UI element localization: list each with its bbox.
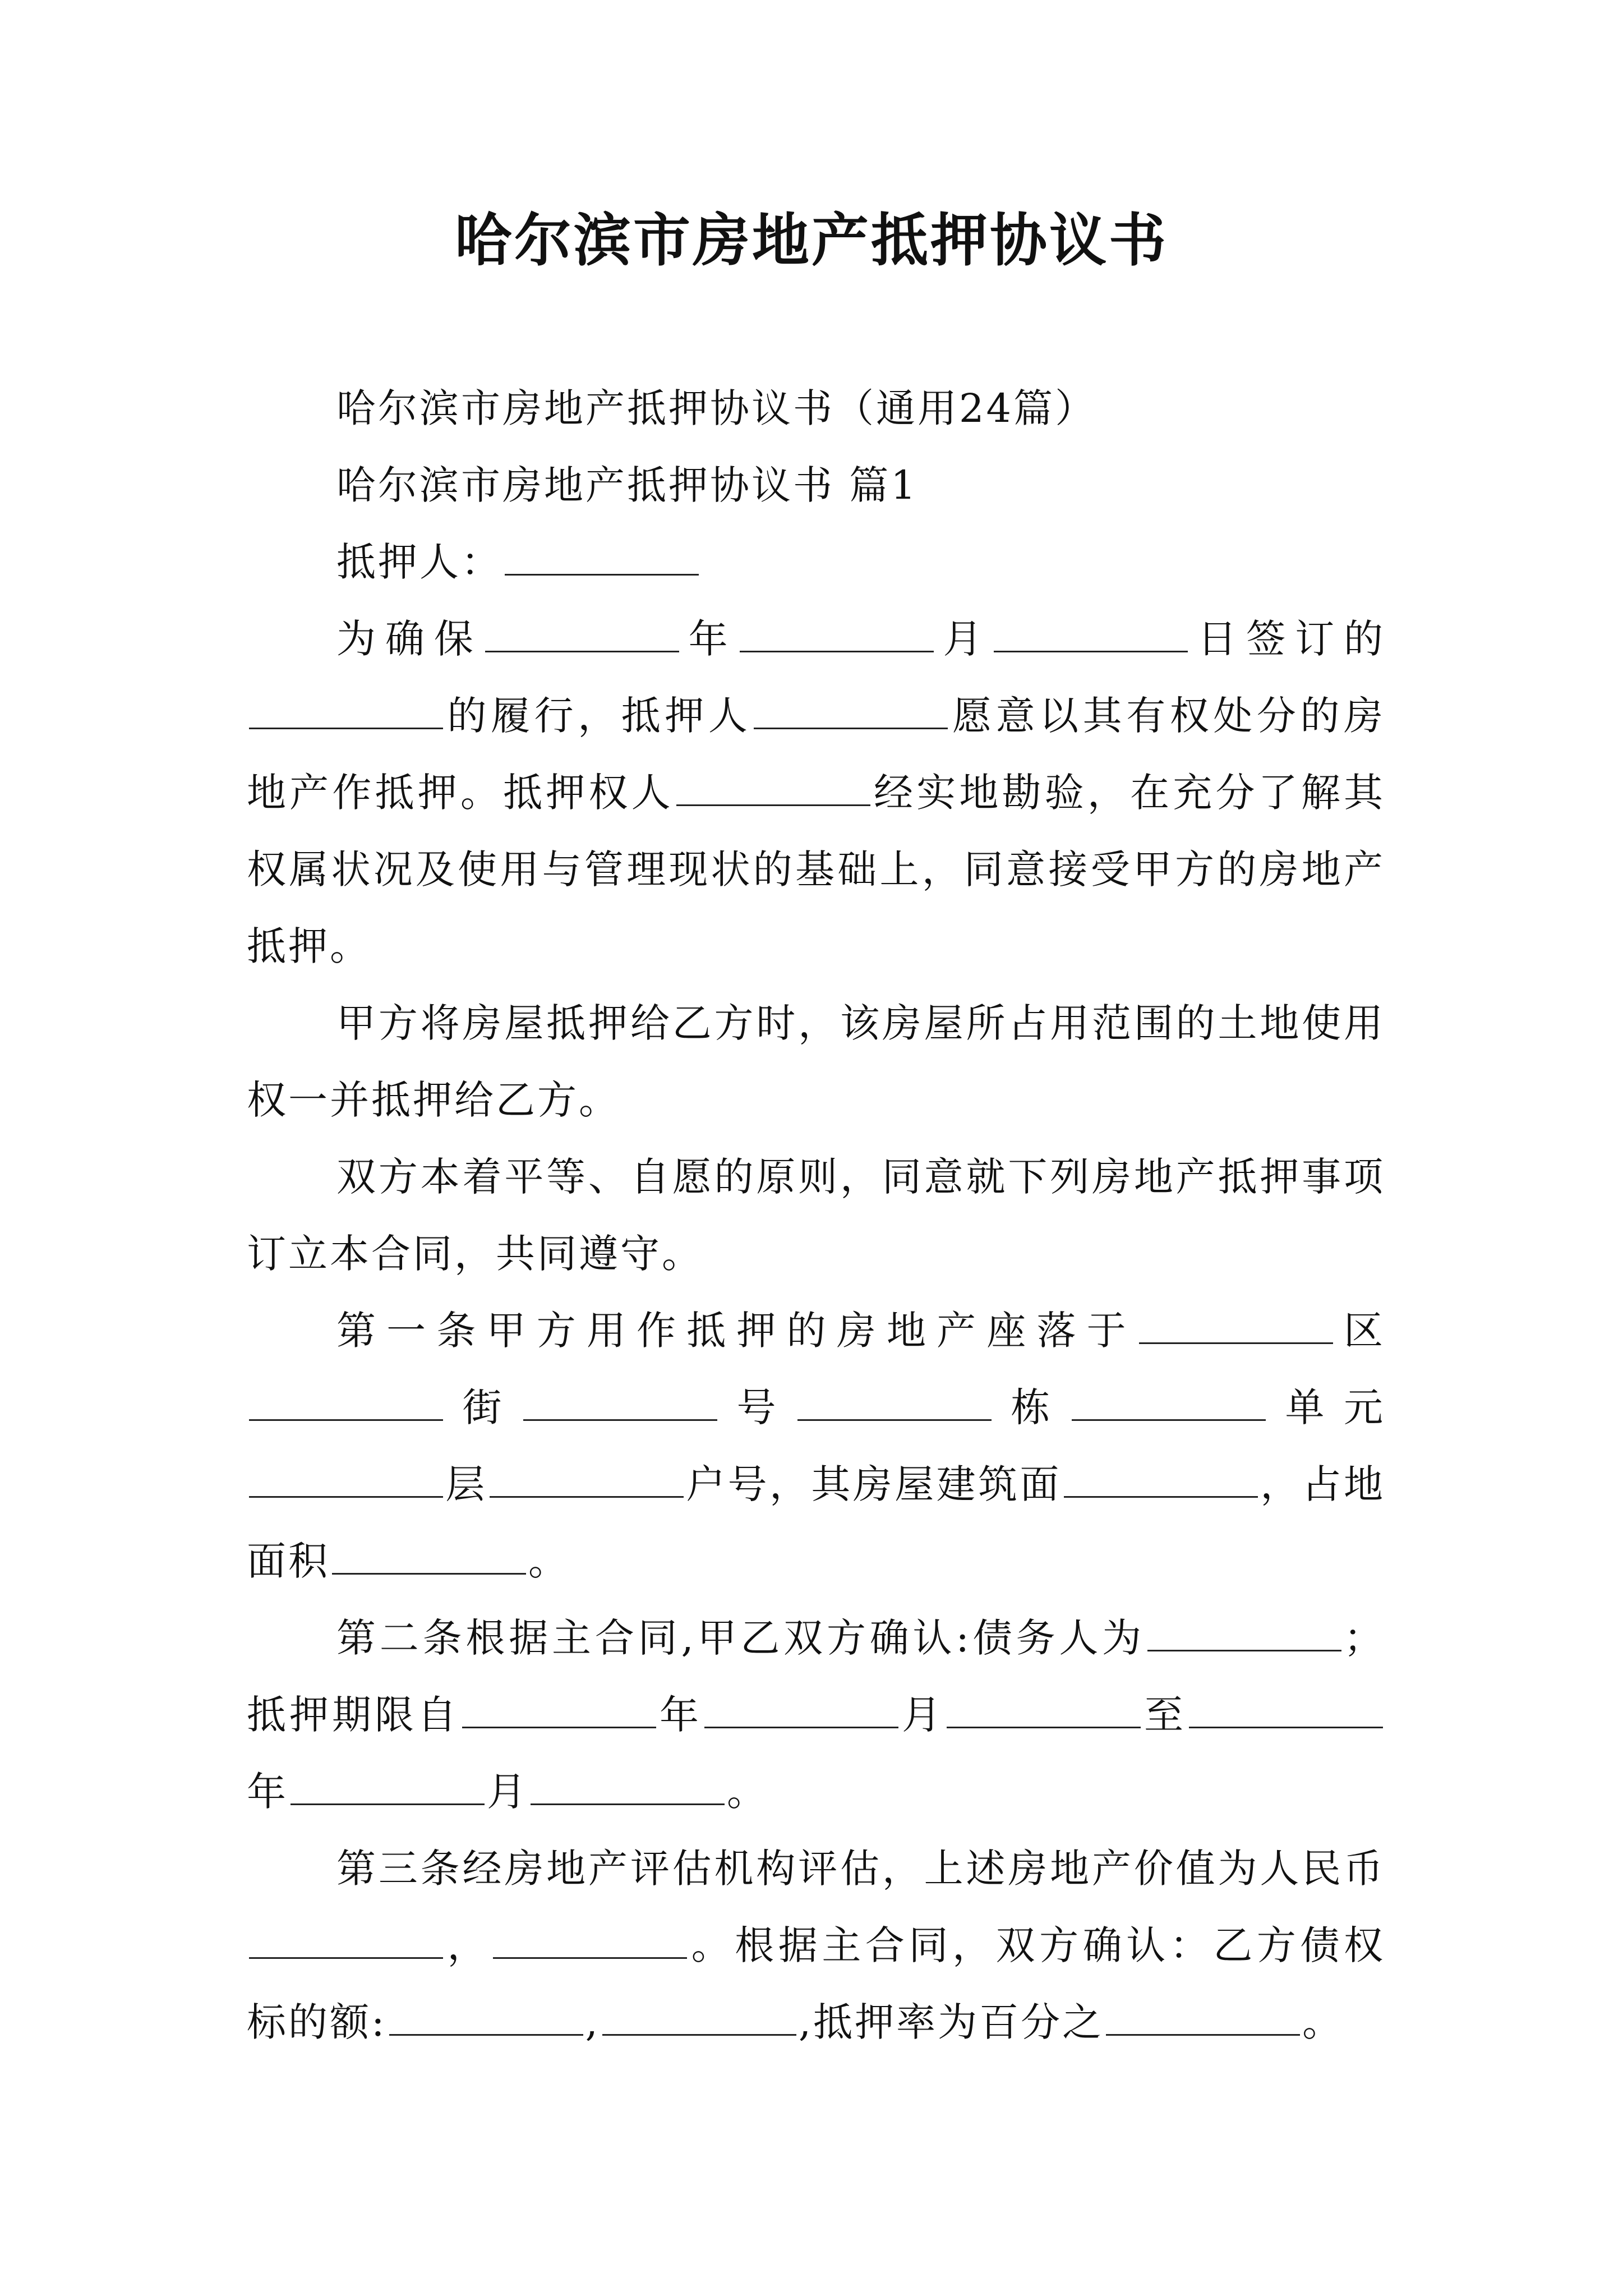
blank-field[interactable] bbox=[704, 1693, 898, 1728]
blank-field[interactable] bbox=[1189, 1693, 1383, 1728]
blank-field[interactable] bbox=[797, 1386, 992, 1421]
blank-field[interactable] bbox=[740, 617, 934, 652]
intro-text: 年 bbox=[681, 616, 737, 662]
blank-field[interactable] bbox=[602, 2000, 796, 2036]
article-text: 月 bbox=[901, 1692, 944, 1738]
article-text: 号 bbox=[720, 1384, 795, 1430]
article-text: ，占地面积 bbox=[247, 1461, 1386, 1584]
intro-text: 日签订的 bbox=[1190, 616, 1386, 662]
article-text: 至 bbox=[1143, 1692, 1187, 1738]
mortgagor-blank[interactable] bbox=[505, 540, 699, 576]
article-text: 第三条经房地产评估机构评估，上述房地产价值为人民币 bbox=[336, 1846, 1385, 1892]
article-text: 第一条甲方用作抵押的房地产座落于 bbox=[336, 1308, 1137, 1354]
blank-field[interactable] bbox=[1147, 1616, 1341, 1651]
subtitle: 哈尔滨市房地产抵押协议书（通用24篇） bbox=[336, 385, 1097, 431]
intro-text: 经实地勘验，在充分了解其权属状况及使用与管理现状的基础上，同意接受甲方的房地产抵押。 bbox=[247, 770, 1386, 969]
blank-field[interactable] bbox=[1139, 1309, 1333, 1344]
blank-field[interactable] bbox=[754, 694, 948, 729]
article-text: 。 bbox=[528, 1538, 570, 1584]
intro-text: 的履行，抵押人 bbox=[445, 693, 752, 739]
blank-field[interactable] bbox=[332, 1539, 526, 1575]
blank-field[interactable] bbox=[389, 2000, 583, 2036]
blank-field[interactable] bbox=[1072, 1386, 1266, 1421]
article-text: ,抵押率为百分之 bbox=[798, 1999, 1104, 2045]
article-text: 街 bbox=[445, 1384, 521, 1430]
blank-field[interactable] bbox=[994, 617, 1188, 652]
article-text: 月 bbox=[487, 1769, 528, 1815]
article-text: 户号，其房屋建筑面 bbox=[685, 1461, 1062, 1507]
article-text: 单元 bbox=[1268, 1384, 1385, 1430]
article-text: 栋 bbox=[994, 1384, 1069, 1430]
land-use-paragraph: 甲方将房屋抵押给乙方时，该房屋所占用范围的土地使用权一并抵押给乙方。 bbox=[247, 1000, 1385, 1123]
article-text: 区 bbox=[1335, 1308, 1386, 1354]
article-2 bbox=[247, 1600, 1385, 1830]
blank-field[interactable] bbox=[947, 1693, 1141, 1728]
blank-field[interactable] bbox=[249, 1386, 443, 1421]
blank-field[interactable] bbox=[523, 1386, 717, 1421]
article-text: 年 bbox=[247, 1769, 288, 1815]
article-text: ， bbox=[445, 1922, 491, 1968]
intro-text: 愿意以其有权处分的房地产作抵押。抵押权人 bbox=[247, 693, 1386, 816]
article-text: 年 bbox=[658, 1692, 702, 1738]
blank-field[interactable] bbox=[249, 1462, 443, 1498]
blank-field[interactable] bbox=[462, 1693, 656, 1728]
blank-field[interactable] bbox=[291, 1770, 485, 1805]
principle-paragraph: 双方本着平等、自愿的原则，同意就下列房地产抵押事项订立本合同，共同遵守。 bbox=[247, 1154, 1385, 1277]
blank-field[interactable] bbox=[1106, 2000, 1300, 2036]
blank-field[interactable] bbox=[493, 1924, 687, 1959]
article-text: 。根据主合同，双方确认：乙方债权标的额: bbox=[247, 1922, 1386, 2045]
blank-field[interactable] bbox=[249, 694, 443, 729]
article-1 bbox=[247, 1292, 1385, 1600]
blank-field[interactable] bbox=[485, 617, 679, 652]
article-text: 层 bbox=[445, 1461, 487, 1507]
blank-field[interactable] bbox=[531, 1770, 725, 1805]
article-text: 。 bbox=[727, 1769, 768, 1815]
section-heading: 哈尔滨市房地产抵押协议书 篇1 bbox=[336, 462, 918, 508]
blank-field[interactable] bbox=[249, 1924, 443, 1959]
document-body bbox=[247, 370, 1385, 2061]
article-3 bbox=[247, 1830, 1385, 2061]
mortgagor-label: 抵押人： bbox=[336, 539, 502, 585]
article-text: , bbox=[585, 1999, 600, 2045]
mortgagor-line bbox=[247, 524, 1385, 601]
document-title: 哈尔滨市房地产抵押协议书 bbox=[455, 208, 1168, 274]
intro-paragraph bbox=[247, 601, 1385, 985]
blank-field[interactable] bbox=[490, 1462, 684, 1498]
blank-field[interactable] bbox=[676, 771, 870, 806]
intro-text: 月 bbox=[935, 616, 992, 662]
article-text: 。 bbox=[1302, 1999, 1344, 2045]
blank-field[interactable] bbox=[1064, 1462, 1258, 1498]
article-text: 第二条根据主合同,甲乙双方确认:债务人为 bbox=[336, 1615, 1145, 1661]
article-text: ；抵押期限自 bbox=[247, 1615, 1385, 1738]
intro-text: 为确保 bbox=[336, 616, 483, 662]
